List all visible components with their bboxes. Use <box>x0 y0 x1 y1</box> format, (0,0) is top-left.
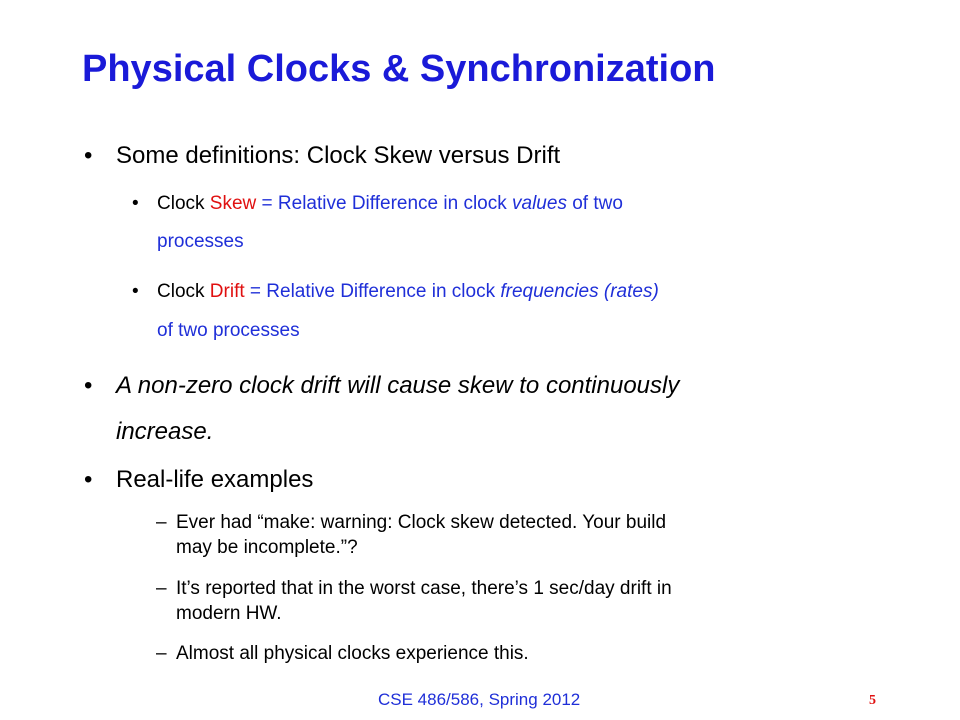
slide-title: Physical Clocks & Synchronization <box>82 48 716 90</box>
worst-case-line1: It’s reported that in the worst case, there’s 1 sec/day drift in <box>176 578 672 599</box>
dash-marker: – <box>156 512 167 533</box>
bullet-marker: • <box>84 372 93 399</box>
skew-suffix: of two <box>566 193 623 214</box>
nonzero-drift-line1: A non-zero clock drift will cause skew to continuously <box>116 372 680 399</box>
all-clocks-text: Almost all physical clocks experience this. <box>176 643 529 664</box>
drift-definition-line2: of two processes <box>157 320 300 341</box>
footer-course: CSE 486/586, Spring 2012 <box>378 690 581 709</box>
skew-definition-line1 <box>157 193 623 215</box>
nonzero-drift-line2: increase. <box>116 418 214 445</box>
bullet-marker: • <box>84 466 93 493</box>
bullet-text: Some definitions: Clock Skew versus Drift <box>116 142 561 169</box>
drift-emphasis: frequencies (rates) <box>500 281 659 302</box>
skew-prefix: Clock <box>157 193 210 214</box>
dash-marker: – <box>156 578 167 599</box>
dash-marker: – <box>156 643 167 664</box>
worst-case-line2: modern HW. <box>176 603 282 624</box>
subbullet-marker: • <box>132 281 139 302</box>
skew-mid: = Relative Difference in clock <box>256 193 513 214</box>
drift-prefix: Clock <box>157 281 210 302</box>
skew-definition-line2: processes <box>157 231 244 252</box>
make-warning-line1: Ever had “make: warning: Clock skew detected. Your build <box>176 512 667 533</box>
drift-mid: = Relative Difference in clock <box>244 281 501 302</box>
make-warning-line2: may be incomplete.”? <box>176 537 358 558</box>
page-number: 5 <box>869 693 876 708</box>
bullet-marker: • <box>84 142 93 169</box>
drift-definition-line1 <box>157 281 659 303</box>
subbullet-marker: • <box>132 193 139 214</box>
skew-term: Skew <box>209 193 257 214</box>
drift-term: Drift <box>209 281 245 302</box>
real-life-text: Real-life examples <box>116 466 314 493</box>
skew-emphasis: values <box>512 193 567 214</box>
